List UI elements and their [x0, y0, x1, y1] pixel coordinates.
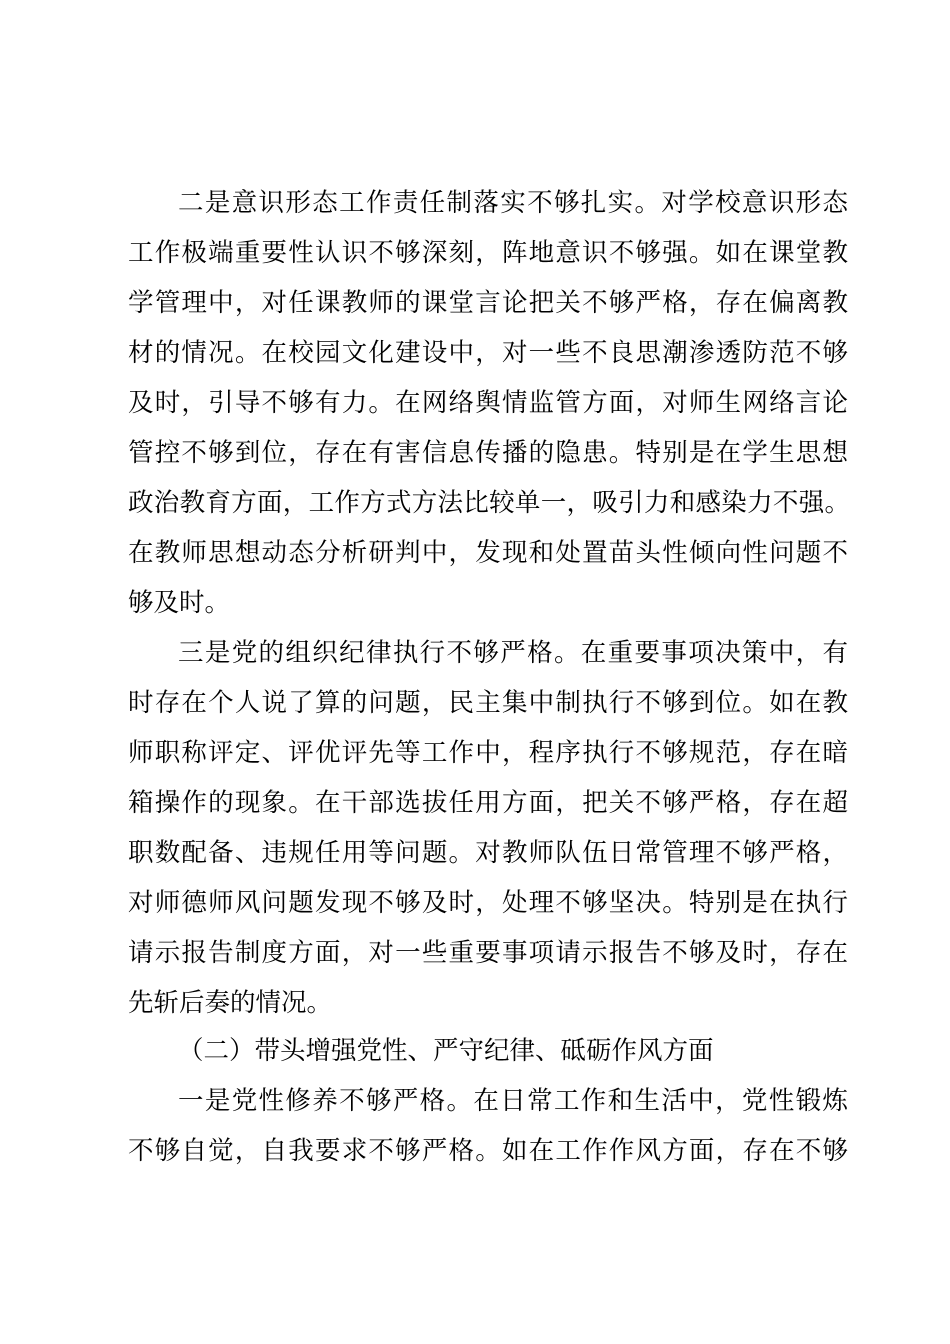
paragraph-line: 及时，引导不够有力。在网络舆情监管方面，对师生网络言论 — [128, 388, 848, 418]
paragraph-line: 请示报告制度方面，对一些重要事项请示报告不够及时，存在 — [128, 938, 848, 968]
paragraph-line: 师职称评定、评优评先等工作中，程序执行不够规范，存在暗 — [128, 738, 848, 768]
paragraph-line: 材的情况。在校园文化建设中，对一些不良思潮渗透防范不够 — [128, 338, 848, 368]
paragraph-line: 箱操作的现象。在干部选拔任用方面，把关不够严格，存在超 — [128, 788, 848, 818]
paragraph-line: 够及时。 — [128, 588, 231, 618]
paragraph-line: 对师德师风问题发现不够及时，处理不够坚决。特别是在执行 — [128, 888, 848, 918]
section-heading: （二）带头增强党性、严守纪律、砥砺作风方面 — [178, 1036, 714, 1066]
paragraph-line: 在教师思想动态分析研判中，发现和处置苗头性倾向性问题不 — [128, 538, 848, 568]
paragraph-line: 政治教育方面，工作方式方法比较单一，吸引力和感染力不强。 — [128, 488, 850, 518]
paragraph-line: 时存在个人说了算的问题，民主集中制执行不够到位。如在教 — [128, 688, 848, 718]
paragraph-line: 学管理中，对任课教师的课堂言论把关不够严格，存在偏离教 — [128, 288, 848, 318]
paragraph-line: 管控不够到位，存在有害信息传播的隐患。特别是在学生思想 — [128, 438, 848, 468]
paragraph-line: 二是意识形态工作责任制落实不够扎实。对学校意识形态 — [178, 188, 848, 218]
paragraph-line: 职数配备、违规任用等问题。对教师队伍日常管理不够严格， — [128, 838, 848, 868]
paragraph-line: 先斩后奏的情况。 — [128, 988, 333, 1018]
paragraph-line: 一是党性修养不够严格。在日常工作和生活中，党性锻炼 — [178, 1086, 848, 1116]
paragraph-line: 三是党的组织纪律执行不够严格。在重要事项决策中，有 — [178, 638, 848, 668]
paragraph-line: 工作极端重要性认识不够深刻，阵地意识不够强。如在课堂教 — [128, 238, 848, 268]
paragraph-line: 不够自觉，自我要求不够严格。如在工作作风方面，存在不够 — [128, 1136, 848, 1166]
